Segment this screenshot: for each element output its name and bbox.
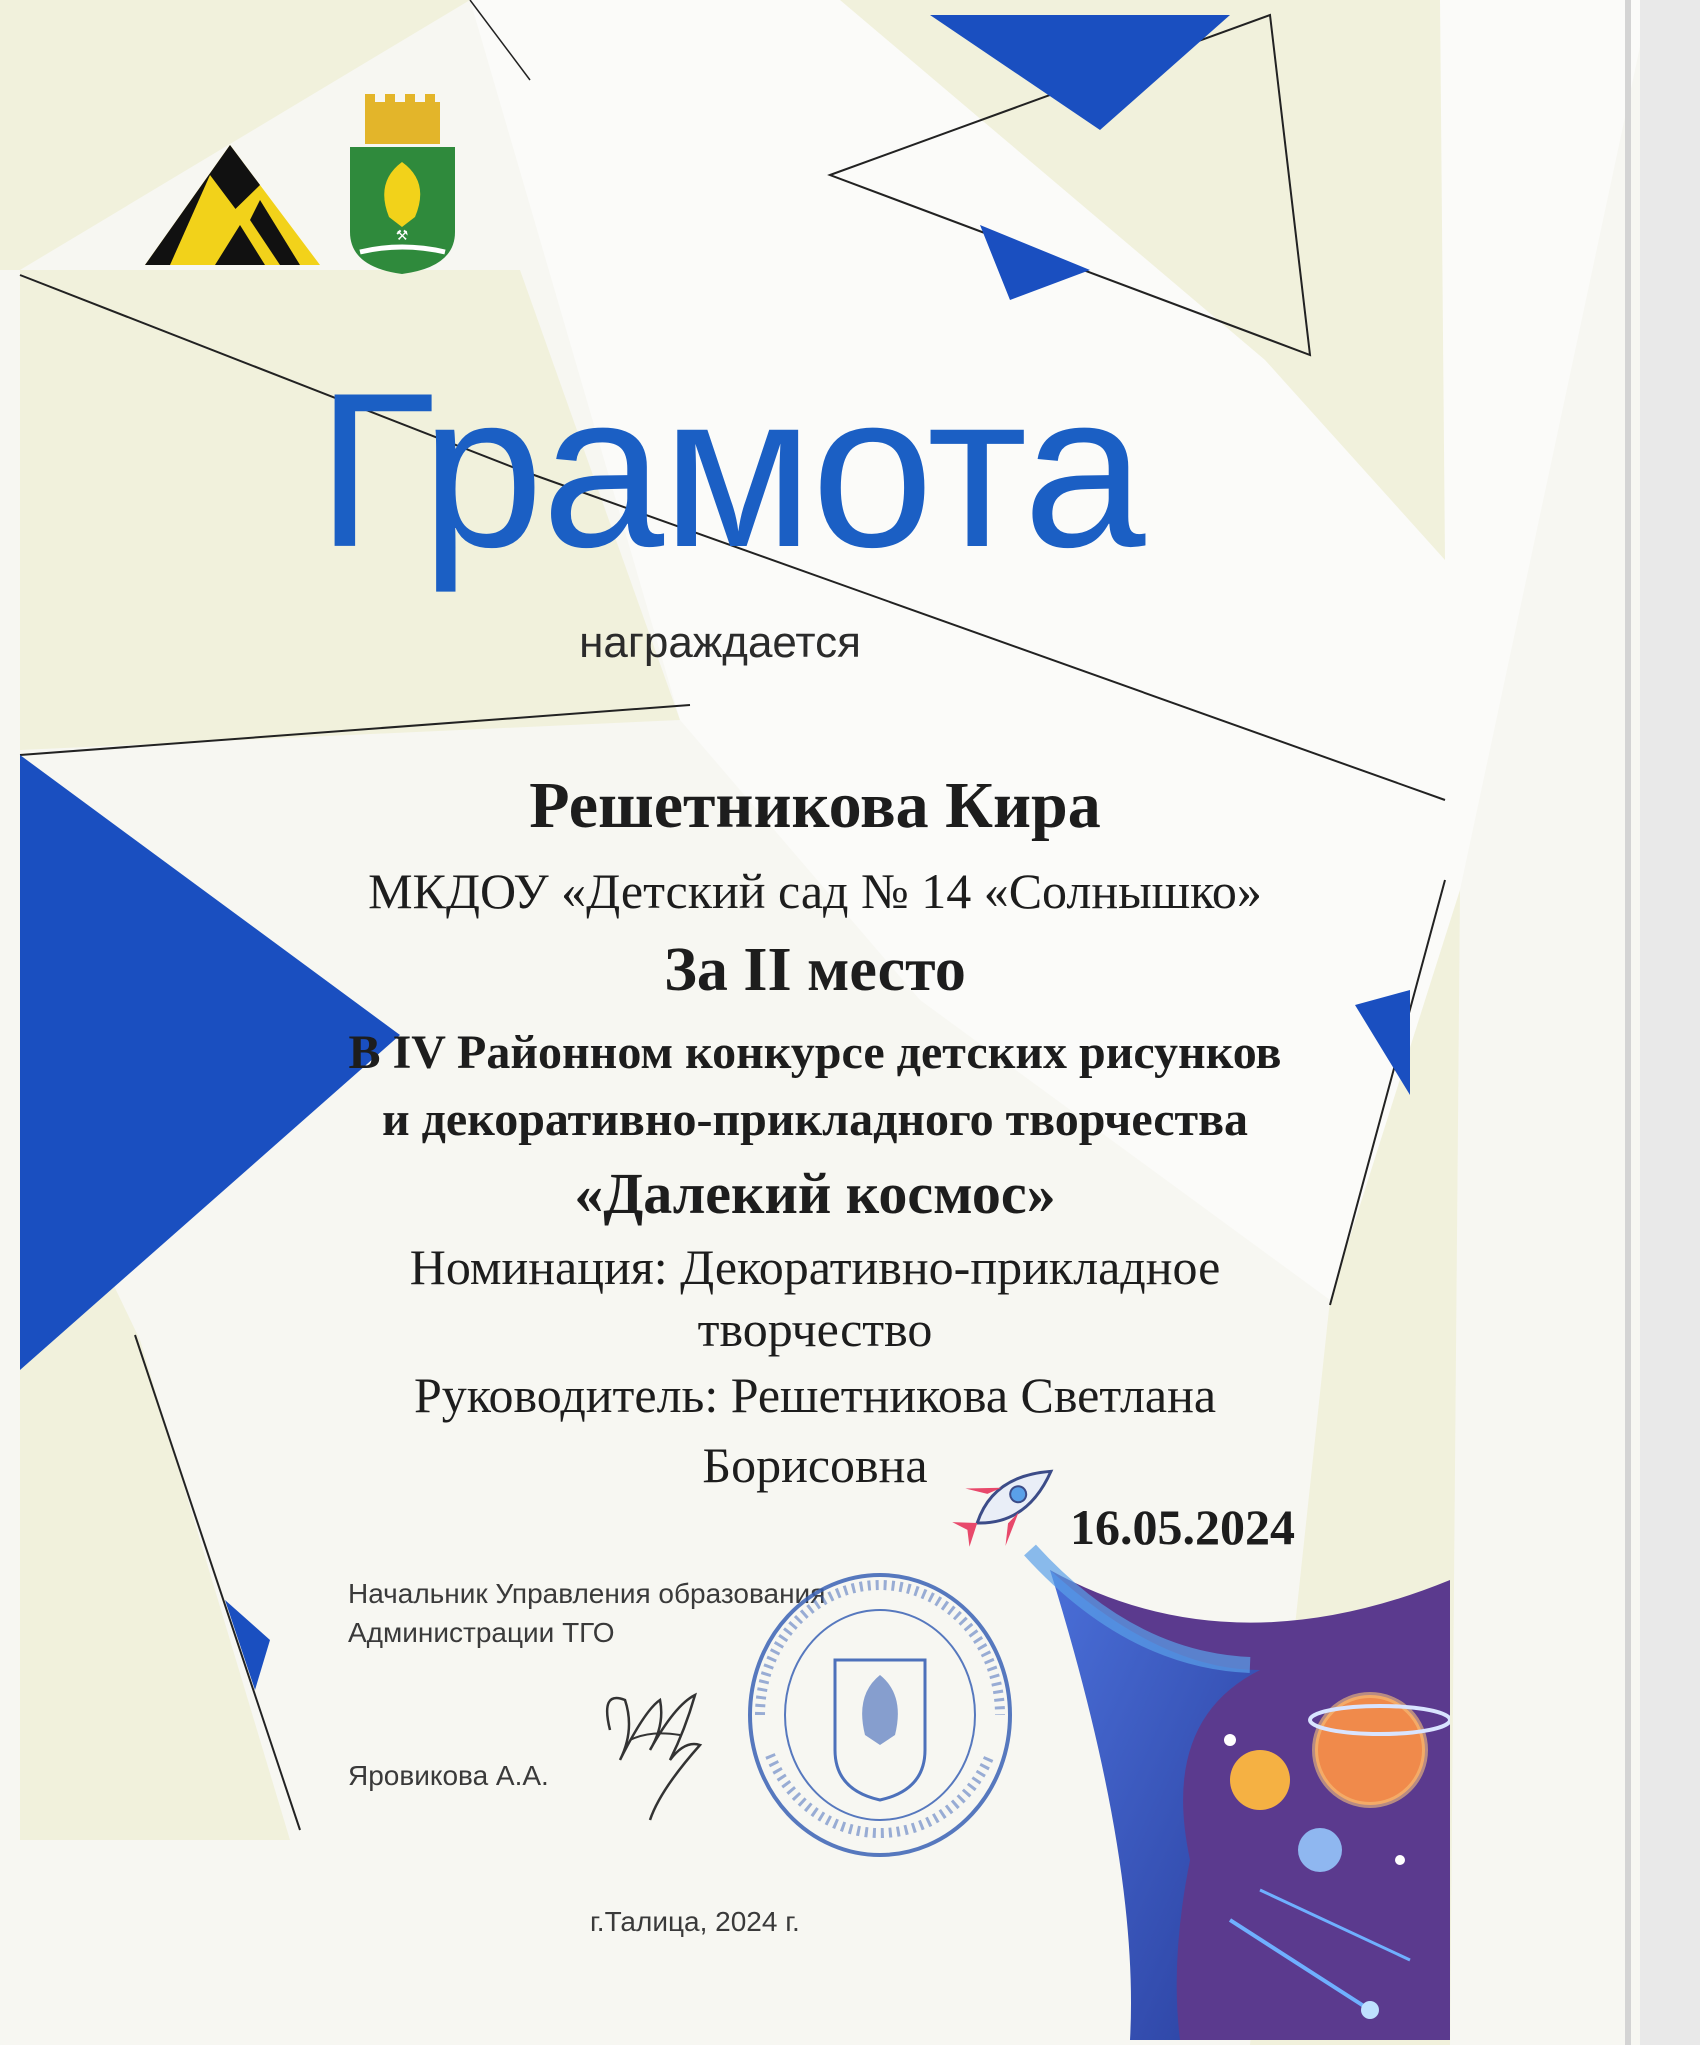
contest-line-2: и декоративно-прикладного творчества <box>381 1093 1249 1146</box>
signer-name: Яровикова А.А. <box>348 1760 549 1791</box>
award-date: 16.05.2024 <box>1070 1499 1295 1555</box>
certificate-title: Грамота <box>316 347 1144 593</box>
svg-text:⚒: ⚒ <box>395 228 409 244</box>
handwritten-signature <box>590 1670 720 1830</box>
triangle-logo-icon <box>140 140 325 270</box>
contest-line-1: В IV Районном конкурсе детских рисунков <box>348 1026 1282 1079</box>
leader-line-2: Борисовна <box>702 1437 928 1493</box>
recipient-name: Решетникова Кира <box>529 769 1101 842</box>
leader-line-1: Руководитель: Решетникова Светлана <box>413 1367 1217 1423</box>
footer-city-year: г.Талица, 2024 г. <box>590 1906 800 1937</box>
contest-name: «Далекий космос» <box>574 1161 1056 1226</box>
official-seal <box>740 1565 1020 1865</box>
signer-position-line-2: Администрации ТГО <box>348 1617 615 1648</box>
coat-of-arms-icon <box>345 92 460 277</box>
award-place: За II место <box>664 936 966 1004</box>
organization: МКДОУ «Детский сад № 14 «Солнышко» <box>368 863 1262 919</box>
awarded-label: награждается <box>579 618 861 667</box>
nomination-line-1: Номинация: Декоративно-прикладное <box>409 1239 1221 1295</box>
nomination-line-2: творчество <box>697 1301 933 1357</box>
signer-position-line-1: Начальник Управления образования <box>348 1578 826 1609</box>
